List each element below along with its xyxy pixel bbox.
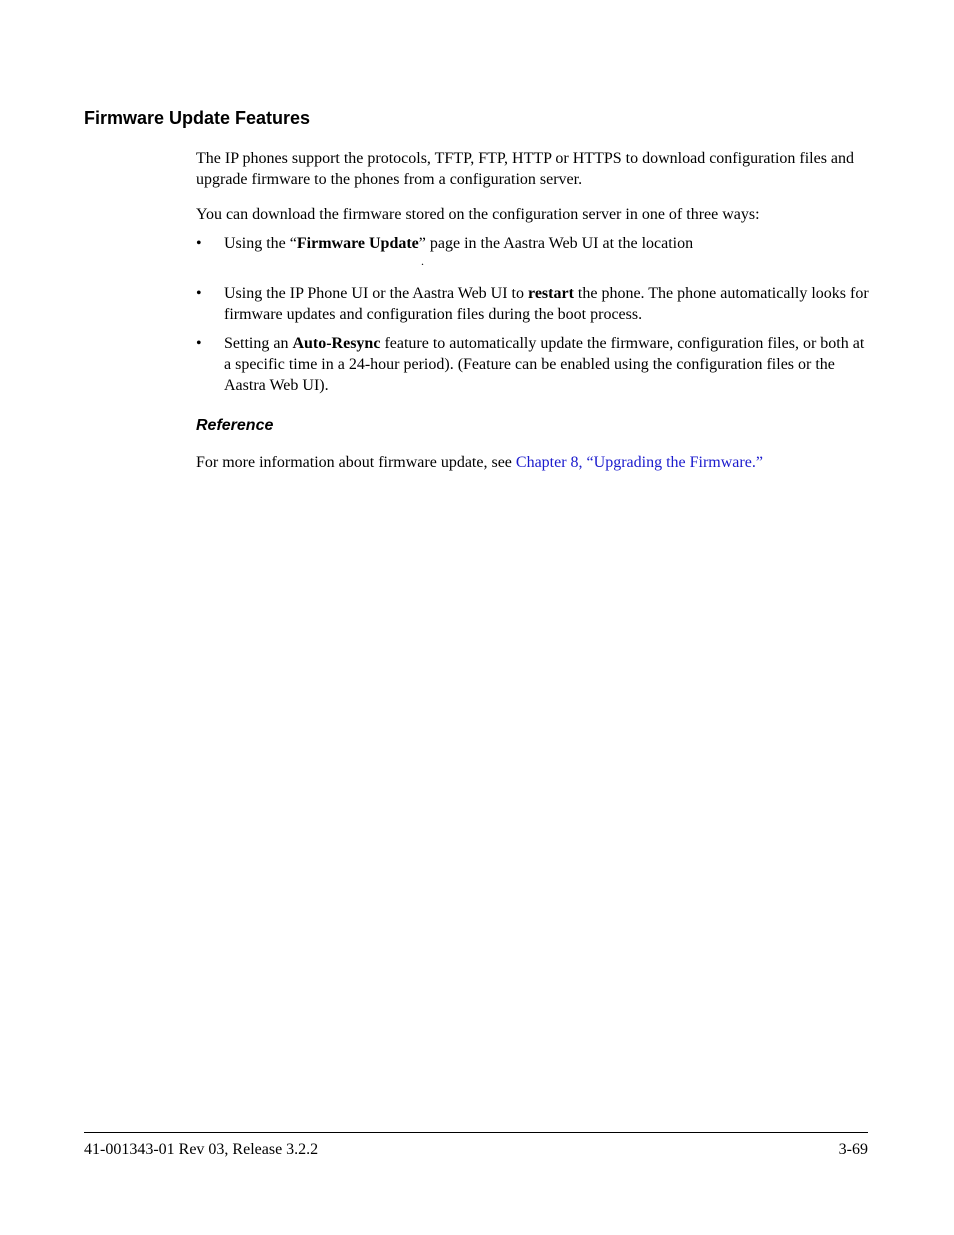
bullet-text-bold: Auto-Resync xyxy=(292,335,381,352)
bullet-marker: • xyxy=(196,285,202,302)
stray-mark: . xyxy=(421,254,424,268)
intro-paragraph: The IP phones support the protocols, TFTP, FTP, HTTP or HTTPS to download configuration files and upgrade firmware to the phones from a configuration server. xyxy=(196,150,855,188)
page-number: 3-69 xyxy=(838,1141,868,1158)
reference-text: For more information about firmware update, see xyxy=(196,454,516,471)
bullet-text-after: the phone. The phone automatically looks for firmware updates and configuration files during the boot process. xyxy=(224,285,869,323)
section-title: Firmware Update Features xyxy=(84,108,311,128)
bullet-text-bold: Firmware Update xyxy=(296,235,419,252)
bullet-text-before: Using the IP Phone UI or the Aastra Web UI to xyxy=(224,285,528,302)
bullet-text-after: feature to automatically update the firmware, configuration files, or both at a specific time in a 24-hour period). (Feature can be enabled using the configuration files or the Aastra Web UI). xyxy=(224,335,865,394)
bullet-text-before: Setting an xyxy=(224,335,293,352)
bullet-text-before: Using the “ xyxy=(224,235,297,252)
footer-document-id: 41-001343-01 Rev 03, Release 3.2.2 xyxy=(84,1141,319,1158)
list-item xyxy=(224,233,870,254)
reference-title: Reference xyxy=(196,417,274,434)
bullet-text-bold: restart xyxy=(528,285,574,302)
list-item xyxy=(224,333,870,396)
bullet-text-after: ” page in the Aastra Web UI at the location xyxy=(418,235,694,252)
bullet-marker: • xyxy=(196,235,202,252)
footer-divider xyxy=(84,1132,868,1133)
ways-lead-paragraph: You can download the firmware stored on the configuration server in one of three ways: xyxy=(196,206,760,223)
reference-paragraph xyxy=(196,452,872,473)
chapter-8-link[interactable]: Chapter 8, “Upgrading the Firmware.” xyxy=(515,454,763,471)
list-item xyxy=(224,283,870,325)
bullet-marker: • xyxy=(196,335,202,352)
